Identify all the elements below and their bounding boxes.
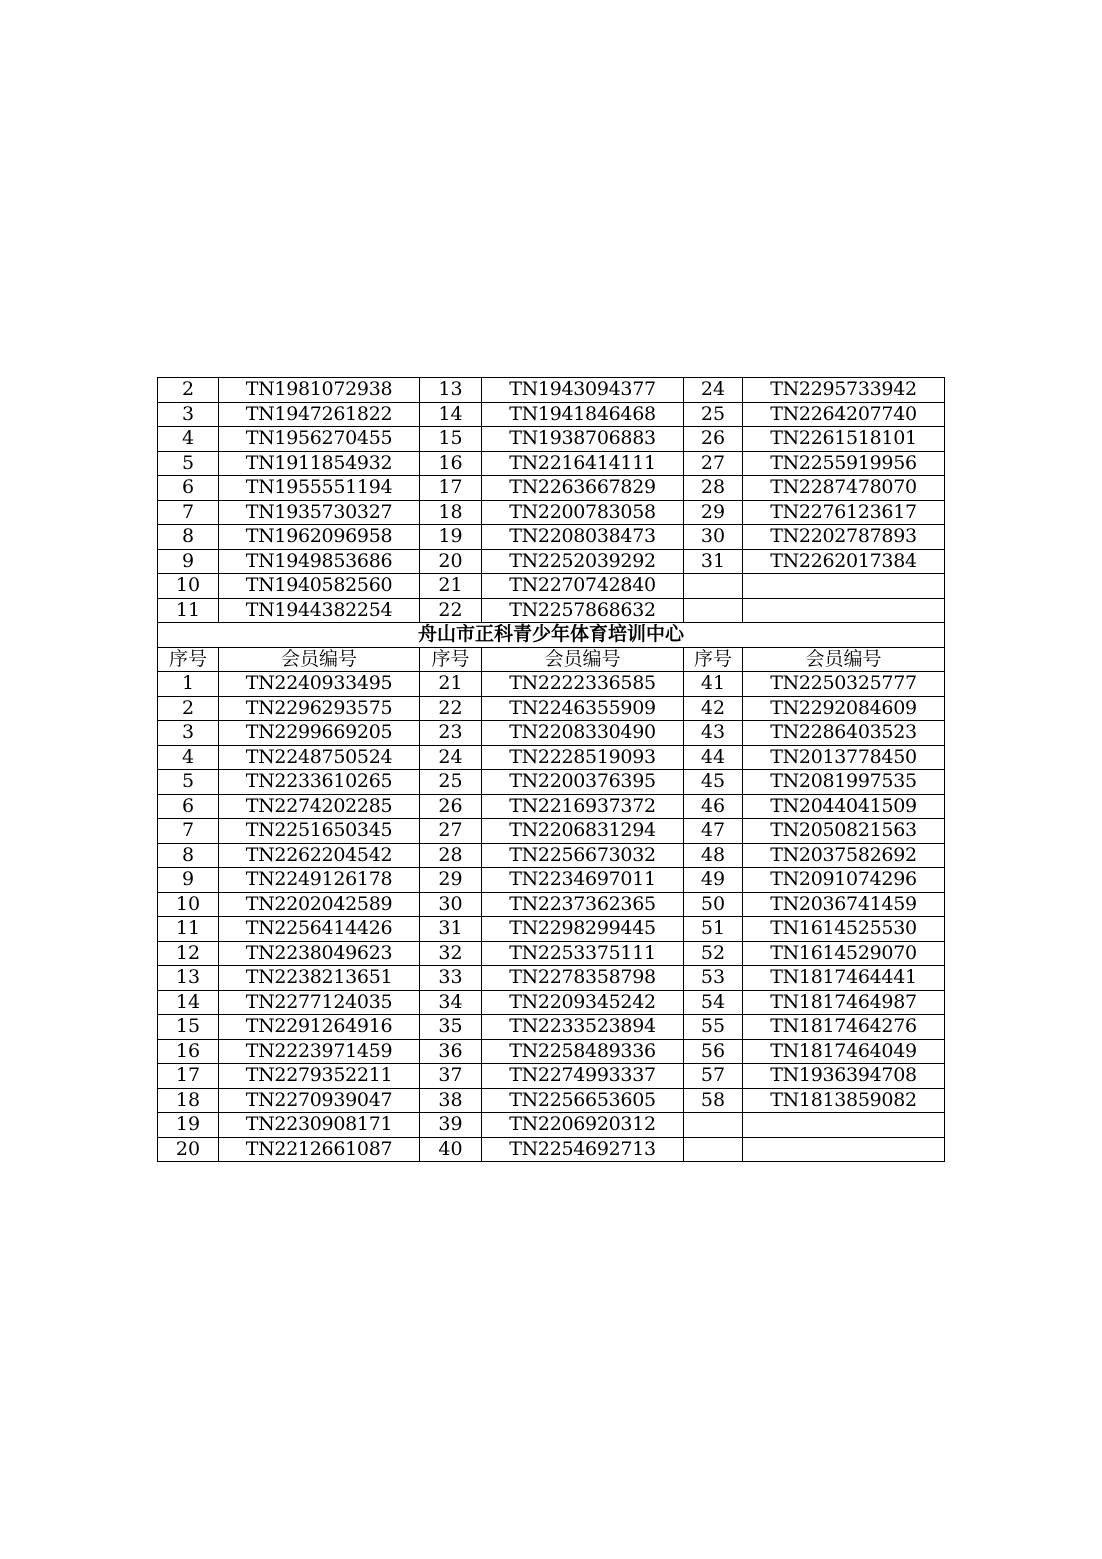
member-number-cell: TN1614529070	[743, 941, 945, 966]
table-row	[158, 598, 945, 623]
serial-number-cell: 15	[420, 427, 482, 452]
serial-number-cell: 17	[158, 1064, 219, 1089]
member-number-cell: TN1938706883	[482, 427, 684, 452]
member-number-cell: TN2256653605	[482, 1088, 684, 1113]
serial-number-cell: 17	[420, 476, 482, 501]
table-row	[158, 574, 945, 599]
table-row	[158, 868, 945, 893]
member-number-cell: TN2292084609	[743, 696, 945, 721]
member-number-cell: TN2255919956	[743, 451, 945, 476]
member-number-header: 会员编号	[482, 647, 684, 672]
member-number-cell: TN2254692713	[482, 1137, 684, 1162]
member-table-sheet	[157, 377, 944, 1162]
table-row	[158, 917, 945, 942]
serial-number-cell: 10	[158, 574, 219, 599]
serial-number-cell: 21	[420, 672, 482, 697]
member-number-cell: TN2298299445	[482, 917, 684, 942]
member-number-cell: TN1817464987	[743, 990, 945, 1015]
serial-number-cell: 35	[420, 1015, 482, 1040]
serial-number-cell: 4	[158, 427, 219, 452]
serial-number-cell: 27	[684, 451, 743, 476]
member-number-cell: TN2037582692	[743, 843, 945, 868]
member-number-cell: TN2206920312	[482, 1113, 684, 1138]
serial-number-cell: 4	[158, 745, 219, 770]
member-number-cell: TN2044041509	[743, 794, 945, 819]
member-number-cell: TN2287478070	[743, 476, 945, 501]
table-row	[158, 1064, 945, 1089]
serial-number-cell: 49	[684, 868, 743, 893]
serial-number-cell: 13	[420, 378, 482, 403]
serial-number-header: 序号	[684, 647, 743, 672]
member-number-cell: TN1940582560	[219, 574, 420, 599]
serial-number-cell: 31	[684, 549, 743, 574]
serial-number-cell: 48	[684, 843, 743, 868]
serial-number-cell: 30	[420, 892, 482, 917]
member-number-cell: TN2050821563	[743, 819, 945, 844]
member-number-cell: TN2252039292	[482, 549, 684, 574]
table-row	[158, 525, 945, 550]
serial-number-cell: 21	[420, 574, 482, 599]
member-number-cell: TN2240933495	[219, 672, 420, 697]
member-number-cell: TN2228519093	[482, 745, 684, 770]
member-number-cell: TN2264207740	[743, 402, 945, 427]
serial-number-cell	[684, 574, 743, 599]
member-number-cell: TN1962096958	[219, 525, 420, 550]
serial-number-cell	[684, 1137, 743, 1162]
serial-number-cell: 14	[158, 990, 219, 1015]
serial-number-cell: 28	[420, 843, 482, 868]
member-number-cell: TN2081997535	[743, 770, 945, 795]
member-number-cell: TN2223971459	[219, 1039, 420, 1064]
serial-number-cell	[684, 598, 743, 623]
member-number-cell: TN2295733942	[743, 378, 945, 403]
member-number-header: 会员编号	[743, 647, 945, 672]
serial-number-cell: 52	[684, 941, 743, 966]
serial-number-cell: 31	[420, 917, 482, 942]
member-number-cell: TN2277124035	[219, 990, 420, 1015]
member-table-body	[158, 378, 945, 1162]
serial-number-cell: 30	[684, 525, 743, 550]
serial-number-cell: 2	[158, 378, 219, 403]
organization-title: 舟山市正科青少年体育培训中心	[158, 623, 945, 648]
member-number-cell: TN2296293575	[219, 696, 420, 721]
member-number-cell: TN2270939047	[219, 1088, 420, 1113]
member-number-cell: TN2216937372	[482, 794, 684, 819]
serial-number-cell: 6	[158, 794, 219, 819]
serial-number-cell: 56	[684, 1039, 743, 1064]
serial-number-cell: 19	[420, 525, 482, 550]
serial-number-cell: 36	[420, 1039, 482, 1064]
member-number-header: 会员编号	[219, 647, 420, 672]
serial-number-cell: 46	[684, 794, 743, 819]
member-number-cell: TN1935730327	[219, 500, 420, 525]
member-number-cell: TN2256414426	[219, 917, 420, 942]
serial-number-cell: 44	[684, 745, 743, 770]
table-row	[158, 794, 945, 819]
member-number-cell: TN2233523894	[482, 1015, 684, 1040]
serial-number-cell: 16	[420, 451, 482, 476]
member-number-cell: TN2202042589	[219, 892, 420, 917]
member-number-cell: TN1981072938	[219, 378, 420, 403]
member-number-cell: TN1817464276	[743, 1015, 945, 1040]
serial-number-cell: 26	[684, 427, 743, 452]
table-row	[158, 1137, 945, 1162]
serial-number-header: 序号	[420, 647, 482, 672]
member-number-cell: TN1955551194	[219, 476, 420, 501]
member-number-cell: TN1956270455	[219, 427, 420, 452]
serial-number-cell: 26	[420, 794, 482, 819]
member-number-cell: TN2238049623	[219, 941, 420, 966]
table-row	[158, 770, 945, 795]
member-number-cell	[743, 1137, 945, 1162]
table-row	[158, 990, 945, 1015]
member-number-cell: TN2249126178	[219, 868, 420, 893]
serial-number-cell: 2	[158, 696, 219, 721]
member-number-cell	[743, 1113, 945, 1138]
table-title-row	[158, 623, 945, 648]
serial-number-cell: 6	[158, 476, 219, 501]
table-row	[158, 1039, 945, 1064]
serial-number-cell: 5	[158, 770, 219, 795]
serial-number-cell: 54	[684, 990, 743, 1015]
table-row	[158, 549, 945, 574]
serial-number-cell: 22	[420, 696, 482, 721]
serial-number-cell: 28	[684, 476, 743, 501]
serial-number-cell: 7	[158, 500, 219, 525]
serial-number-cell: 5	[158, 451, 219, 476]
member-number-table	[157, 377, 945, 1162]
serial-number-cell: 8	[158, 525, 219, 550]
member-number-cell: TN2258489336	[482, 1039, 684, 1064]
serial-number-cell: 58	[684, 1088, 743, 1113]
serial-number-cell: 24	[684, 378, 743, 403]
member-number-cell: TN2274202285	[219, 794, 420, 819]
serial-number-cell	[684, 1113, 743, 1138]
member-number-cell: TN2209345242	[482, 990, 684, 1015]
serial-number-cell: 20	[158, 1137, 219, 1162]
member-number-cell: TN2270742840	[482, 574, 684, 599]
serial-number-cell: 47	[684, 819, 743, 844]
member-number-cell: TN2234697011	[482, 868, 684, 893]
serial-number-cell: 42	[684, 696, 743, 721]
member-number-cell: TN2257868632	[482, 598, 684, 623]
serial-number-cell: 40	[420, 1137, 482, 1162]
member-number-cell: TN2262017384	[743, 549, 945, 574]
member-number-cell: TN2202787893	[743, 525, 945, 550]
member-number-cell: TN2216414111	[482, 451, 684, 476]
table-row	[158, 427, 945, 452]
member-number-cell: TN2256673032	[482, 843, 684, 868]
serial-number-cell: 25	[420, 770, 482, 795]
member-number-cell: TN2212661087	[219, 1137, 420, 1162]
table-row	[158, 402, 945, 427]
table-row	[158, 500, 945, 525]
table-row	[158, 1113, 945, 1138]
member-number-cell	[743, 574, 945, 599]
member-number-cell: TN2091074296	[743, 868, 945, 893]
member-number-cell: TN2013778450	[743, 745, 945, 770]
table-header-row	[158, 647, 945, 672]
member-number-cell: TN2208038473	[482, 525, 684, 550]
table-row	[158, 892, 945, 917]
member-number-cell: TN2200783058	[482, 500, 684, 525]
serial-number-cell: 9	[158, 549, 219, 574]
member-number-cell: TN2263667829	[482, 476, 684, 501]
serial-number-cell: 29	[684, 500, 743, 525]
serial-number-cell: 33	[420, 966, 482, 991]
serial-number-cell: 14	[420, 402, 482, 427]
serial-number-cell: 51	[684, 917, 743, 942]
member-number-cell: TN2279352211	[219, 1064, 420, 1089]
serial-number-cell: 12	[158, 941, 219, 966]
table-row	[158, 843, 945, 868]
serial-number-cell: 9	[158, 868, 219, 893]
member-number-cell: TN2036741459	[743, 892, 945, 917]
member-number-cell: TN1943094377	[482, 378, 684, 403]
member-number-cell: TN2250325777	[743, 672, 945, 697]
serial-number-cell: 43	[684, 721, 743, 746]
serial-number-cell: 20	[420, 549, 482, 574]
table-row	[158, 378, 945, 403]
member-number-cell: TN1911854932	[219, 451, 420, 476]
serial-number-cell: 34	[420, 990, 482, 1015]
serial-number-cell: 27	[420, 819, 482, 844]
serial-number-cell: 39	[420, 1113, 482, 1138]
member-number-cell: TN2261518101	[743, 427, 945, 452]
member-number-cell: TN2262204542	[219, 843, 420, 868]
member-number-cell: TN2291264916	[219, 1015, 420, 1040]
serial-number-cell: 18	[420, 500, 482, 525]
table-row	[158, 745, 945, 770]
serial-number-cell: 23	[420, 721, 482, 746]
member-number-cell: TN2286403523	[743, 721, 945, 746]
serial-number-cell: 11	[158, 598, 219, 623]
serial-number-cell: 25	[684, 402, 743, 427]
table-row	[158, 1088, 945, 1113]
table-row	[158, 941, 945, 966]
serial-number-cell: 11	[158, 917, 219, 942]
member-number-cell: TN2206831294	[482, 819, 684, 844]
member-number-cell: TN1944382254	[219, 598, 420, 623]
member-number-cell: TN2299669205	[219, 721, 420, 746]
serial-number-cell: 29	[420, 868, 482, 893]
member-number-cell: TN1614525530	[743, 917, 945, 942]
member-number-cell: TN2237362365	[482, 892, 684, 917]
member-number-cell: TN2276123617	[743, 500, 945, 525]
serial-number-cell: 1	[158, 672, 219, 697]
table-row	[158, 721, 945, 746]
table-row	[158, 451, 945, 476]
serial-number-cell: 37	[420, 1064, 482, 1089]
serial-number-cell: 8	[158, 843, 219, 868]
member-number-cell: TN2230908171	[219, 1113, 420, 1138]
serial-number-cell: 24	[420, 745, 482, 770]
table-row	[158, 819, 945, 844]
member-number-cell: TN2253375111	[482, 941, 684, 966]
member-number-cell: TN2278358798	[482, 966, 684, 991]
member-number-cell	[743, 598, 945, 623]
member-number-cell: TN2208330490	[482, 721, 684, 746]
member-number-cell: TN2246355909	[482, 696, 684, 721]
serial-number-cell: 22	[420, 598, 482, 623]
serial-number-cell: 3	[158, 402, 219, 427]
serial-number-cell: 57	[684, 1064, 743, 1089]
table-row	[158, 672, 945, 697]
serial-number-cell: 16	[158, 1039, 219, 1064]
serial-number-cell: 3	[158, 721, 219, 746]
member-number-cell: TN2238213651	[219, 966, 420, 991]
member-number-cell: TN1813859082	[743, 1088, 945, 1113]
serial-number-header: 序号	[158, 647, 219, 672]
serial-number-cell: 38	[420, 1088, 482, 1113]
member-number-cell: TN2222336585	[482, 672, 684, 697]
member-number-cell: TN1947261822	[219, 402, 420, 427]
member-number-cell: TN1817464049	[743, 1039, 945, 1064]
member-number-cell: TN2251650345	[219, 819, 420, 844]
serial-number-cell: 53	[684, 966, 743, 991]
serial-number-cell: 10	[158, 892, 219, 917]
table-row	[158, 476, 945, 501]
table-row	[158, 696, 945, 721]
table-row	[158, 1015, 945, 1040]
serial-number-cell: 15	[158, 1015, 219, 1040]
member-number-cell: TN2248750524	[219, 745, 420, 770]
member-number-cell: TN1941846468	[482, 402, 684, 427]
serial-number-cell: 19	[158, 1113, 219, 1138]
member-number-cell: TN2233610265	[219, 770, 420, 795]
serial-number-cell: 18	[158, 1088, 219, 1113]
serial-number-cell: 13	[158, 966, 219, 991]
serial-number-cell: 50	[684, 892, 743, 917]
member-number-cell: TN1936394708	[743, 1064, 945, 1089]
serial-number-cell: 41	[684, 672, 743, 697]
member-number-cell: TN2200376395	[482, 770, 684, 795]
serial-number-cell: 32	[420, 941, 482, 966]
serial-number-cell: 7	[158, 819, 219, 844]
member-number-cell: TN2274993337	[482, 1064, 684, 1089]
member-number-cell: TN1949853686	[219, 549, 420, 574]
serial-number-cell: 55	[684, 1015, 743, 1040]
serial-number-cell: 45	[684, 770, 743, 795]
member-number-cell: TN1817464441	[743, 966, 945, 991]
table-row	[158, 966, 945, 991]
